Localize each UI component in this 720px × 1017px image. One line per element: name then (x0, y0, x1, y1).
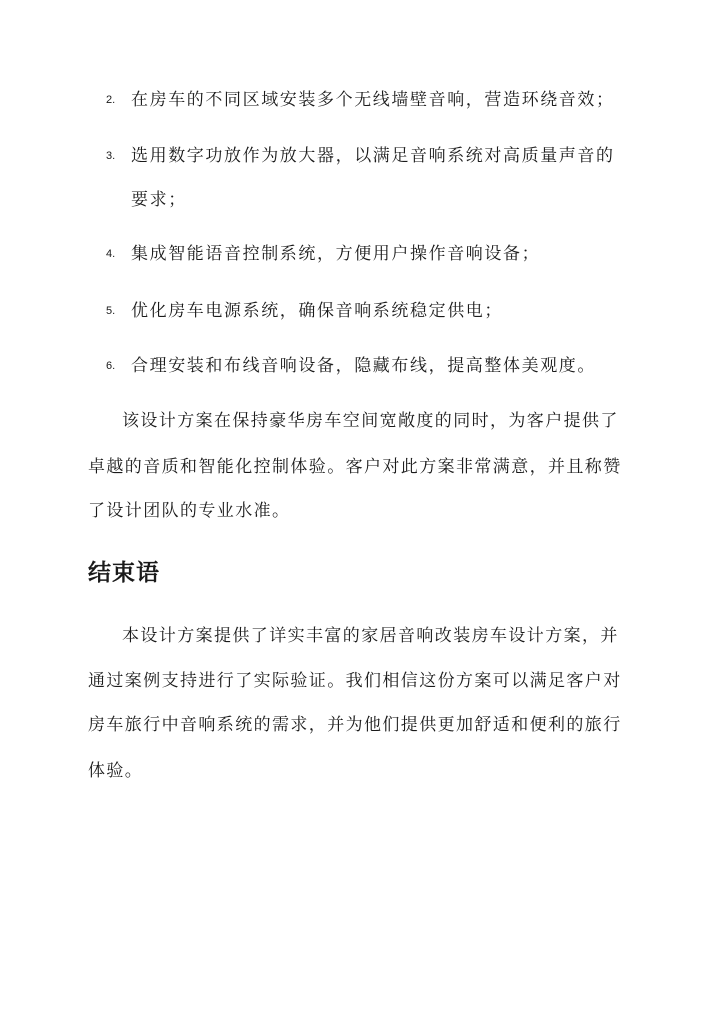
list-number: 2. (106, 94, 116, 106)
list-text: 优化房车电源系统，确保音响系统稳定供电； (131, 301, 503, 321)
section-heading: 结束语 (88, 560, 160, 586)
conclusion-paragraph-line: 本设计方案提供了详实丰富的家居音响改装房车设计方案，并 (122, 626, 619, 646)
summary-paragraph-line: 该设计方案在保持豪华房车空间宽敞度的同时，为客户提供了 (122, 411, 619, 431)
list-text: 集成智能语音控制系统，方便用户操作音响设备； (131, 244, 541, 264)
summary-paragraph-line: 了设计团队的专业水准。 (88, 501, 291, 521)
conclusion-paragraph-line: 房车旅行中音响系统的需求，并为他们提供更加舒适和便利的旅行 (88, 715, 622, 735)
list-text: 合理安装和布线音响设备，隐藏布线，提高整体美观度。 (131, 356, 596, 376)
list-number: 4. (106, 248, 116, 260)
list-item (0, 145, 720, 215)
summary-paragraph-line: 卓越的音质和智能化控制体验。客户对此方案非常满意，并且称赞 (88, 457, 622, 477)
list-text: 选用数字功放作为放大器，以满足音响系统对高质量声音的 (131, 146, 615, 166)
list-text-continuation: 要求； (131, 190, 187, 210)
list-number: 6. (106, 360, 116, 372)
list-number: 5. (106, 305, 116, 317)
list-text: 在房车的不同区域安装多个无线墙壁音响，营造环绕音效； (131, 90, 615, 110)
list-number: 3. (106, 150, 116, 162)
conclusion-paragraph-line: 通过案例支持进行了实际验证。我们相信这份方案可以满足客户对 (88, 671, 622, 691)
conclusion-paragraph-line: 体验。 (88, 761, 144, 781)
